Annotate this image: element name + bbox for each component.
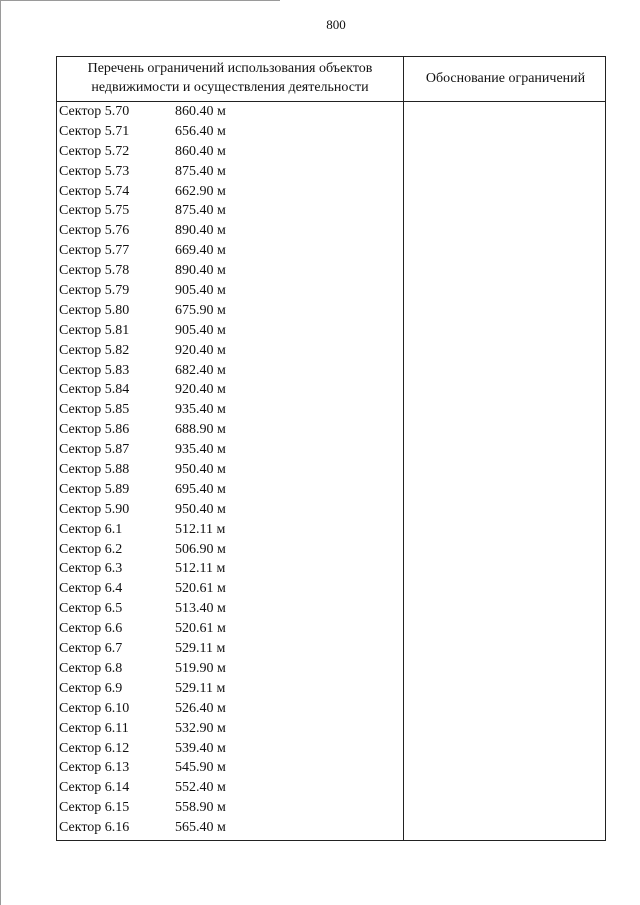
sector-label: Сектор 5.74 (59, 183, 130, 199)
height-value: 519.90 м (175, 660, 226, 676)
sector-label: Сектор 5.83 (59, 362, 130, 378)
table-row (59, 162, 399, 182)
height-value: 565.40 м (175, 820, 226, 836)
table-row (59, 540, 399, 560)
height-value: 890.40 м (175, 263, 226, 279)
height-value: 545.90 м (175, 760, 226, 776)
height-value: 695.40 м (175, 481, 226, 497)
height-value: 539.40 м (175, 740, 226, 756)
height-value: 935.40 м (175, 402, 226, 418)
sector-label: Сектор 5.79 (59, 283, 130, 299)
sector-label: Сектор 6.10 (59, 700, 130, 716)
table-row (59, 102, 399, 122)
sector-label: Сектор 6.1 (59, 521, 123, 537)
table-row (59, 480, 399, 500)
sector-label: Сектор 6.5 (59, 601, 123, 617)
height-value: 935.40 м (175, 442, 226, 458)
sector-label: Сектор 5.71 (59, 123, 130, 139)
table-row (59, 599, 399, 619)
height-value: 682.40 м (175, 362, 226, 378)
page-number: 800 (326, 17, 346, 32)
height-value: 950.40 м (175, 462, 226, 478)
height-value: 513.40 м (175, 601, 226, 617)
table-row (59, 818, 399, 838)
sector-label: Сектор 6.8 (59, 660, 123, 676)
table-row (59, 739, 399, 759)
sector-label: Сектор 6.4 (59, 581, 123, 597)
table-row (59, 520, 399, 540)
sector-label: Сектор 5.75 (59, 203, 130, 219)
table-row (59, 500, 399, 520)
scan-edge-left (0, 0, 1, 905)
height-value: 675.90 м (175, 302, 226, 318)
table-row (59, 659, 399, 679)
table-row (59, 321, 399, 341)
sector-label: Сектор 6.6 (59, 621, 123, 637)
height-value: 920.40 м (175, 382, 226, 398)
header-restrictions-line2: недвижимости и осуществления деятельности (91, 80, 369, 95)
sector-label: Сектор 5.70 (59, 104, 130, 119)
height-value: 860.40 м (175, 104, 226, 119)
header-restrictions-line1: Перечень ограничений использования объектов (87, 61, 373, 76)
sector-label: Сектор 6.13 (59, 760, 130, 776)
table-row (59, 122, 399, 142)
table-row (59, 380, 399, 400)
height-value: 529.11 м (175, 680, 226, 696)
table-row (59, 361, 399, 381)
table-row (59, 440, 399, 460)
table-row (59, 778, 399, 798)
sector-label: Сектор 6.15 (59, 800, 130, 816)
sector-label: Сектор 5.76 (59, 223, 130, 239)
height-value: 875.40 м (175, 163, 226, 179)
sector-label: Сектор 5.82 (59, 342, 130, 358)
sector-label: Сектор 6.3 (59, 561, 123, 577)
sector-label: Сектор 6.11 (59, 720, 129, 736)
restrictions-table (56, 56, 606, 841)
table-row (59, 182, 399, 202)
table-row (59, 301, 399, 321)
table-row (59, 619, 399, 639)
table-row (59, 281, 399, 301)
height-value: 520.61 м (175, 581, 226, 597)
sector-label: Сектор 6.7 (59, 641, 123, 657)
height-value: 529.11 м (175, 641, 226, 657)
table-row (59, 579, 399, 599)
table-row (59, 261, 399, 281)
height-value: 905.40 м (175, 322, 226, 338)
sector-label: Сектор 6.14 (59, 780, 130, 796)
height-value: 656.40 м (175, 123, 226, 139)
sector-label: Сектор 5.72 (59, 143, 130, 159)
table-row (59, 460, 399, 480)
height-value: 520.61 м (175, 621, 226, 637)
height-value: 526.40 м (175, 700, 226, 716)
table-row (59, 639, 399, 659)
table-row (59, 758, 399, 778)
height-value: 890.40 м (175, 223, 226, 239)
table-row (59, 719, 399, 739)
height-value: 532.90 м (175, 720, 226, 736)
sector-label: Сектор 5.81 (59, 322, 130, 338)
sector-label: Сектор 5.89 (59, 481, 130, 497)
column-divider (403, 57, 404, 840)
sector-label: Сектор 5.84 (59, 382, 130, 398)
height-value: 920.40 м (175, 342, 226, 358)
height-value: 905.40 м (175, 283, 226, 299)
scan-edge-top (0, 0, 280, 1)
header-restrictions-list (57, 59, 403, 97)
sector-label: Сектор 5.78 (59, 263, 130, 279)
sector-label: Сектор 5.77 (59, 243, 130, 259)
sector-label: Сектор 6.16 (59, 820, 130, 836)
sector-label: Сектор 5.86 (59, 422, 130, 438)
height-value: 875.40 м (175, 203, 226, 219)
height-value: 552.40 м (175, 780, 226, 796)
table-body (59, 102, 399, 838)
table-row (59, 699, 399, 719)
table-row (59, 221, 399, 241)
table-row (59, 142, 399, 162)
sector-label: Сектор 5.87 (59, 442, 130, 458)
table-row (59, 400, 399, 420)
table-row (59, 241, 399, 261)
sector-label: Сектор 6.2 (59, 541, 123, 557)
sector-label: Сектор 5.85 (59, 402, 130, 418)
height-value: 558.90 м (175, 800, 226, 816)
table-row (59, 201, 399, 221)
table-row (59, 341, 399, 361)
height-value: 662.90 м (175, 183, 226, 199)
sector-label: Сектор 6.12 (59, 740, 130, 756)
table-row (59, 679, 399, 699)
header-justification: Обоснование ограничений (425, 71, 586, 86)
sector-label: Сектор 5.90 (59, 501, 130, 517)
height-value: 688.90 м (175, 422, 226, 438)
height-value: 512.11 м (175, 561, 226, 577)
table-row (59, 420, 399, 440)
table-row (59, 798, 399, 818)
sector-label: Сектор 6.9 (59, 680, 123, 696)
table-row (59, 559, 399, 579)
height-value: 950.40 м (175, 501, 226, 517)
sector-label: Сектор 5.73 (59, 163, 130, 179)
sector-label: Сектор 5.88 (59, 462, 130, 478)
height-value: 860.40 м (175, 143, 226, 159)
height-value: 506.90 м (175, 541, 226, 557)
sector-label: Сектор 5.80 (59, 302, 130, 318)
height-value: 512.11 м (175, 521, 226, 537)
height-value: 669.40 м (175, 243, 226, 259)
